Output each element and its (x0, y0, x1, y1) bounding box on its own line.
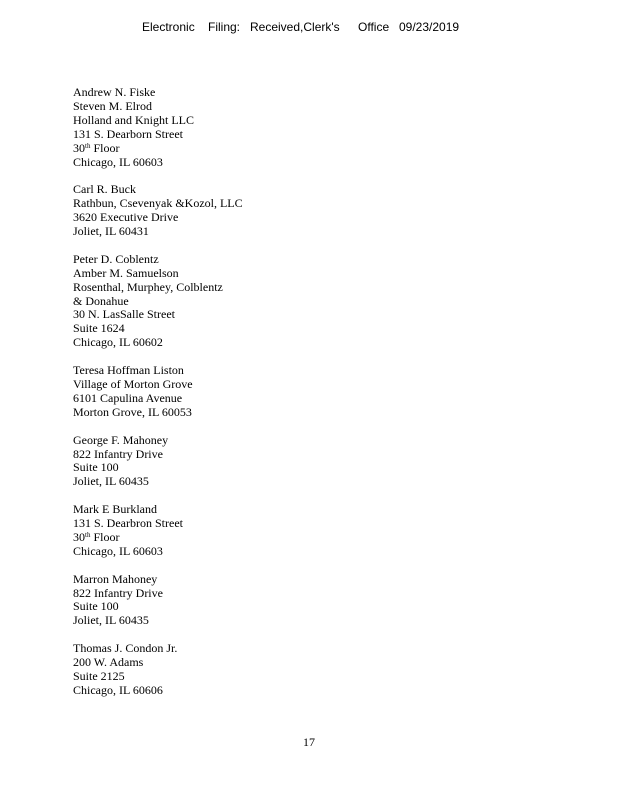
address-block (73, 86, 473, 169)
address-line: Mark E Burkland (73, 502, 157, 517)
address-line: 131 S. Dearborn Street (73, 126, 183, 141)
address-block (73, 183, 473, 239)
address-line: Teresa Hoffman Liston (73, 363, 184, 378)
header-electronic: Electronic (142, 20, 195, 34)
address-line: & Donahue (73, 293, 129, 308)
address-block (73, 434, 473, 490)
address-line: 822 Infantry Drive (73, 446, 163, 461)
address-line: 822 Infantry Drive (73, 585, 163, 600)
address-line: Marron Mahoney (73, 571, 158, 586)
page-number: 17 (303, 735, 315, 749)
address-block (73, 573, 473, 629)
address-line (73, 531, 473, 545)
address-line: Suite 1624 (73, 321, 125, 336)
address-line: Rosenthal, Murphey, Colblentz (73, 279, 223, 294)
header-filing: Filing: (208, 20, 241, 34)
filing-stamp-header (0, 20, 618, 36)
address-line: Peter D. Coblentz (73, 251, 159, 266)
header-office: Office (358, 20, 390, 34)
address-line: Rathbun, Csevenyak &Kozol, LLC (73, 196, 243, 211)
address-line: Suite 2125 (73, 668, 125, 683)
address-line: Holland and Knight LLC (73, 112, 194, 127)
address-line (73, 142, 473, 156)
address-line: Suite 100 (73, 460, 119, 475)
address-line: Carl R. Buck (73, 182, 136, 197)
address-block (73, 642, 473, 698)
ordinal-suffix: th (85, 530, 91, 539)
address-line: 3620 Executive Drive (73, 210, 179, 225)
address-line: Morton Grove, IL 60053 (73, 404, 192, 419)
address-line: Joliet, IL 60435 (73, 474, 149, 489)
address-line: Chicago, IL 60603 (73, 154, 163, 169)
header-received: Received,Clerk's (250, 20, 340, 34)
address-block (73, 364, 473, 420)
address-line: Steven M. Elrod (73, 98, 152, 113)
address-line: George F. Mahoney (73, 432, 169, 447)
address-line: Chicago, IL 60602 (73, 335, 163, 350)
floor-number: 30 (73, 529, 85, 544)
address-line: Suite 100 (73, 599, 119, 614)
address-line: Village of Morton Grove (73, 376, 193, 391)
address-block (73, 253, 473, 350)
address-line: Joliet, IL 60435 (73, 613, 149, 628)
address-line: Chicago, IL 60606 (73, 682, 163, 697)
floor-number: 30 (73, 140, 85, 155)
address-line: Joliet, IL 60431 (73, 224, 149, 239)
address-line: 6101 Capulina Avenue (73, 390, 183, 405)
address-line: 131 S. Dearbron Street (73, 516, 183, 531)
floor-label: Floor (90, 529, 120, 544)
address-line: 30 N. LasSalle Street (73, 307, 175, 322)
floor-label: Floor (90, 140, 120, 155)
address-line: Amber M. Samuelson (73, 265, 179, 280)
address-line: Chicago, IL 60603 (73, 543, 163, 558)
header-date: 09/23/2019 (399, 20, 460, 34)
service-list (73, 86, 473, 712)
address-line: Andrew N. Fiske (73, 85, 156, 99)
ordinal-suffix: th (85, 141, 91, 150)
address-block (73, 503, 473, 559)
address-line: 200 W. Adams (73, 655, 144, 670)
address-line: Thomas J. Condon Jr. (73, 641, 178, 656)
